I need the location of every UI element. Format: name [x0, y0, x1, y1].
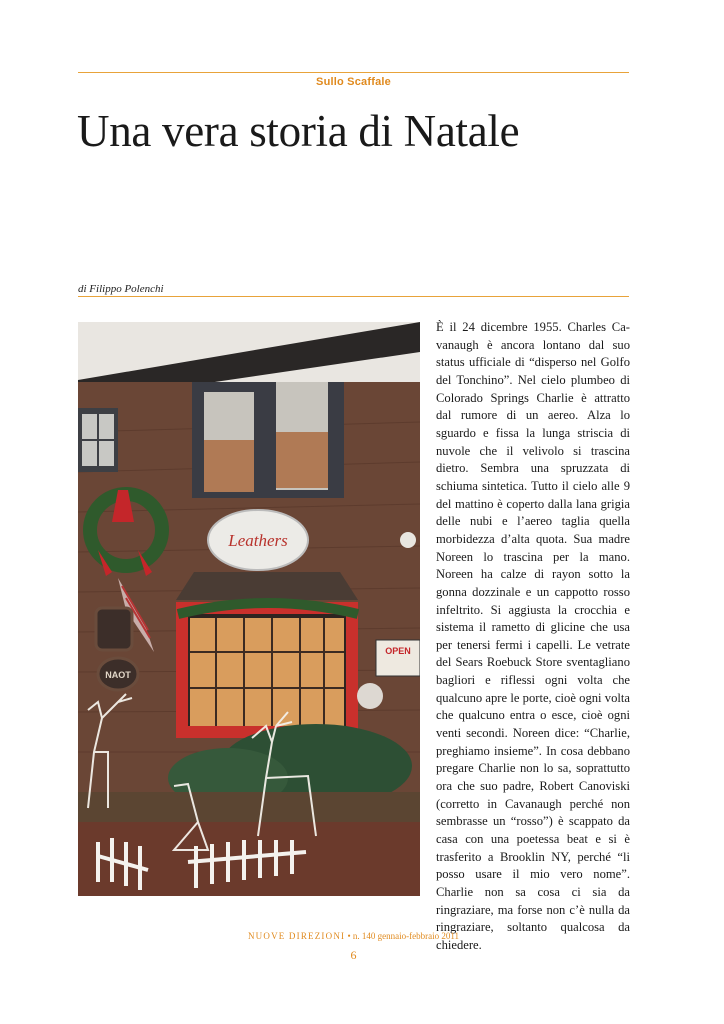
storefront-illustration — [78, 322, 420, 896]
open-sign-text: OPEN — [385, 646, 411, 656]
header-rule — [78, 72, 629, 73]
page-number: 6 — [350, 948, 357, 962]
article-paragraph: È il 24 dicembre 1955. Charles Cavanaugh è ancora lontano dal suo status ufficiale di “disperso nel Golfo del Tonchino”. Nel cielo plumbeo di Colorado Springs Charlie è attratto dal rumore di un aereo. Alza lo sguardo e fissa la lunga striscia di nuvole che il velivolo si trascina dietro. Sembra una spruzzata di schiuma sintetica. Tutto il cielo alle 9 del mattino è coperto dalla lana grigia delle nubi e l’aereo taglia quella morbidezza d’alta quota. Sua madre Noreen lo trascina per la mano. Noreen ha calze di rayon sotto la gonna dozzinale e un cappotto rosso infeltrito. Si aggiusta la crocchia e sistema il rametto di glicine che usa per tenersi fermi i capelli. Le vetrate del Sears Roebuck Store sventagliano bagliori e riflessi ogni volta che qualcuno apre le porte, cioè ogni volta che qualcuno entra o esce, cioè ogni venti secondi. Noreen dice: “Charlie, preghiamo insieme”. In cosa debbano pregare Charlie non lo sa, soprattutto ora che suo padre, Robert Canoviski (corretto in Cavanaugh perché non sembrasse un “rosso”) è scappato da casa con una poetessa beat e si è trasferito a Brooklin NY, perché “li posso usare il mio vero nome”. Charlie non sa cosa ci sia da ringraziare, ma forse non c’è nulla da ringraziare, soltanto qualcosa da chiedere. — [436, 320, 630, 952]
byline-rule — [78, 296, 629, 297]
article-title: Una vera storia di Natale — [77, 106, 520, 156]
magazine-name: NUOVE DIREZIONI — [247, 931, 346, 941]
footer-issue-line — [78, 931, 629, 941]
issue-info: • n. 140 gennaio-febbraio 2011 — [345, 931, 460, 941]
section-label: Sullo Scaffale — [316, 76, 391, 88]
article-body — [436, 319, 630, 955]
storefront-photo — [78, 322, 420, 896]
naot-sign-text: NAOT — [105, 670, 131, 680]
shop-sign-text: Leathers — [228, 531, 288, 550]
author-byline: di Filippo Polenchi — [78, 283, 164, 295]
